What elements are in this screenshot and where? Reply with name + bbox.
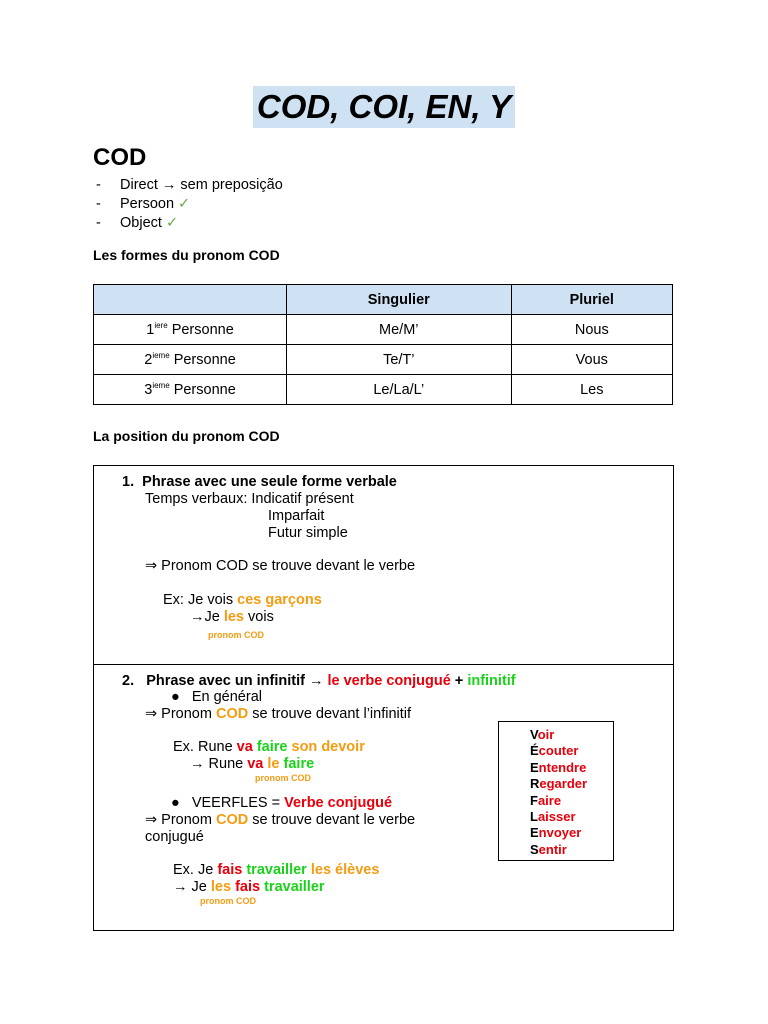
- rule-box-1: [93, 465, 674, 665]
- check-icon: ✓: [165, 215, 179, 231]
- table-row: [94, 315, 673, 345]
- table-cell-pluriel: Nous: [511, 315, 672, 345]
- box2-rule1: ⇒ Pronom COD se trouve devant l’infinitif: [145, 706, 412, 722]
- box2-rule2-cont: conjugué: [145, 829, 204, 845]
- section-heading-cod: COD: [93, 144, 147, 171]
- box2-example1-result: → Rune va le faire: [190, 756, 315, 772]
- list-item: Écouter: [530, 743, 579, 759]
- box1-example-result: →Je les vois: [190, 609, 274, 625]
- table-cell-pluriel: Vous: [511, 345, 672, 375]
- box1-temps-futur: Futur simple: [268, 525, 348, 541]
- table-cell-person: 2ieme Personne: [94, 345, 287, 375]
- box2-bullet-veerfles: ● VEERFLES = Verbe conjugué: [171, 795, 393, 811]
- box1-rule: ⇒ Pronom COD se trouve devant le verbe: [145, 558, 416, 574]
- check-icon: ✓: [178, 196, 191, 212]
- cod-bullet-list: [96, 176, 283, 233]
- bullet-text: Object: [120, 215, 162, 231]
- box2-bullet-general: ● En général: [171, 689, 262, 705]
- box2-example2: Ex. Je fais travailler les élèves: [173, 862, 380, 878]
- box1-example: Ex: Je vois ces garçons: [163, 592, 322, 608]
- table-cell-pluriel: Les: [511, 375, 672, 405]
- box1-temps-label: Temps verbaux: Indicatif présent: [145, 491, 354, 507]
- table-header-singulier: Singulier: [287, 285, 512, 315]
- list-item: Envoyer: [530, 825, 582, 841]
- bullet-dash: -: [96, 196, 101, 212]
- list-item: [96, 176, 283, 195]
- bullet-dash: -: [96, 177, 101, 193]
- box2-rule2: ⇒ Pronom COD se trouve devant le verbe: [145, 812, 416, 828]
- list-item: Sentir: [530, 841, 567, 857]
- forms-table: [93, 284, 673, 405]
- table-cell-singulier: Le/La/L’: [287, 375, 512, 405]
- box1-heading: 1. Phrase avec une seule forme verbale: [122, 474, 397, 490]
- list-item: Laisser: [530, 809, 576, 825]
- box2-example1: Ex. Rune va faire son devoir: [173, 739, 365, 755]
- table-header-pluriel: Pluriel: [511, 285, 672, 315]
- page-title: COD, COI, EN, Y: [253, 86, 515, 128]
- list-item: [96, 214, 283, 233]
- bullet-text: Persoon: [120, 196, 175, 212]
- list-item: Voir: [530, 727, 555, 742]
- position-heading: La position du pronom COD: [93, 428, 280, 444]
- list-item: [96, 195, 283, 214]
- box2-heading: 2. Phrase avec un infinitif → le verbe conjugué + infinitif: [122, 673, 516, 689]
- table-cell-singulier: Me/M’: [287, 315, 512, 345]
- bullet-text: Direct → sem preposição: [120, 177, 283, 193]
- list-item: Regarder: [530, 776, 588, 792]
- box1-note: pronom COD: [208, 630, 264, 640]
- table-cell-person: $1^{iere}$ Personne: [94, 315, 287, 345]
- table-header-empty: [94, 285, 287, 315]
- list-item: Faire: [530, 792, 562, 808]
- title-wrap: [0, 86, 768, 128]
- veerfles-verb-box: [498, 721, 614, 861]
- box2-note1: pronom COD: [255, 773, 311, 783]
- list-item: Entendre: [530, 759, 587, 775]
- bullet-dash: -: [96, 215, 101, 231]
- table-row: [94, 345, 673, 375]
- box1-temps-imparfait: Imparfait: [268, 508, 325, 524]
- table-cell-person: 3ieme Personne: [94, 375, 287, 405]
- table-row: [94, 375, 673, 405]
- table-cell-singulier: Te/T’: [287, 345, 512, 375]
- box2-note2: pronom COD: [200, 896, 256, 906]
- box2-example2-result: → Je les fais travailler: [173, 879, 325, 895]
- forms-heading: Les formes du pronom COD: [93, 247, 280, 263]
- table-header-row: [94, 285, 673, 315]
